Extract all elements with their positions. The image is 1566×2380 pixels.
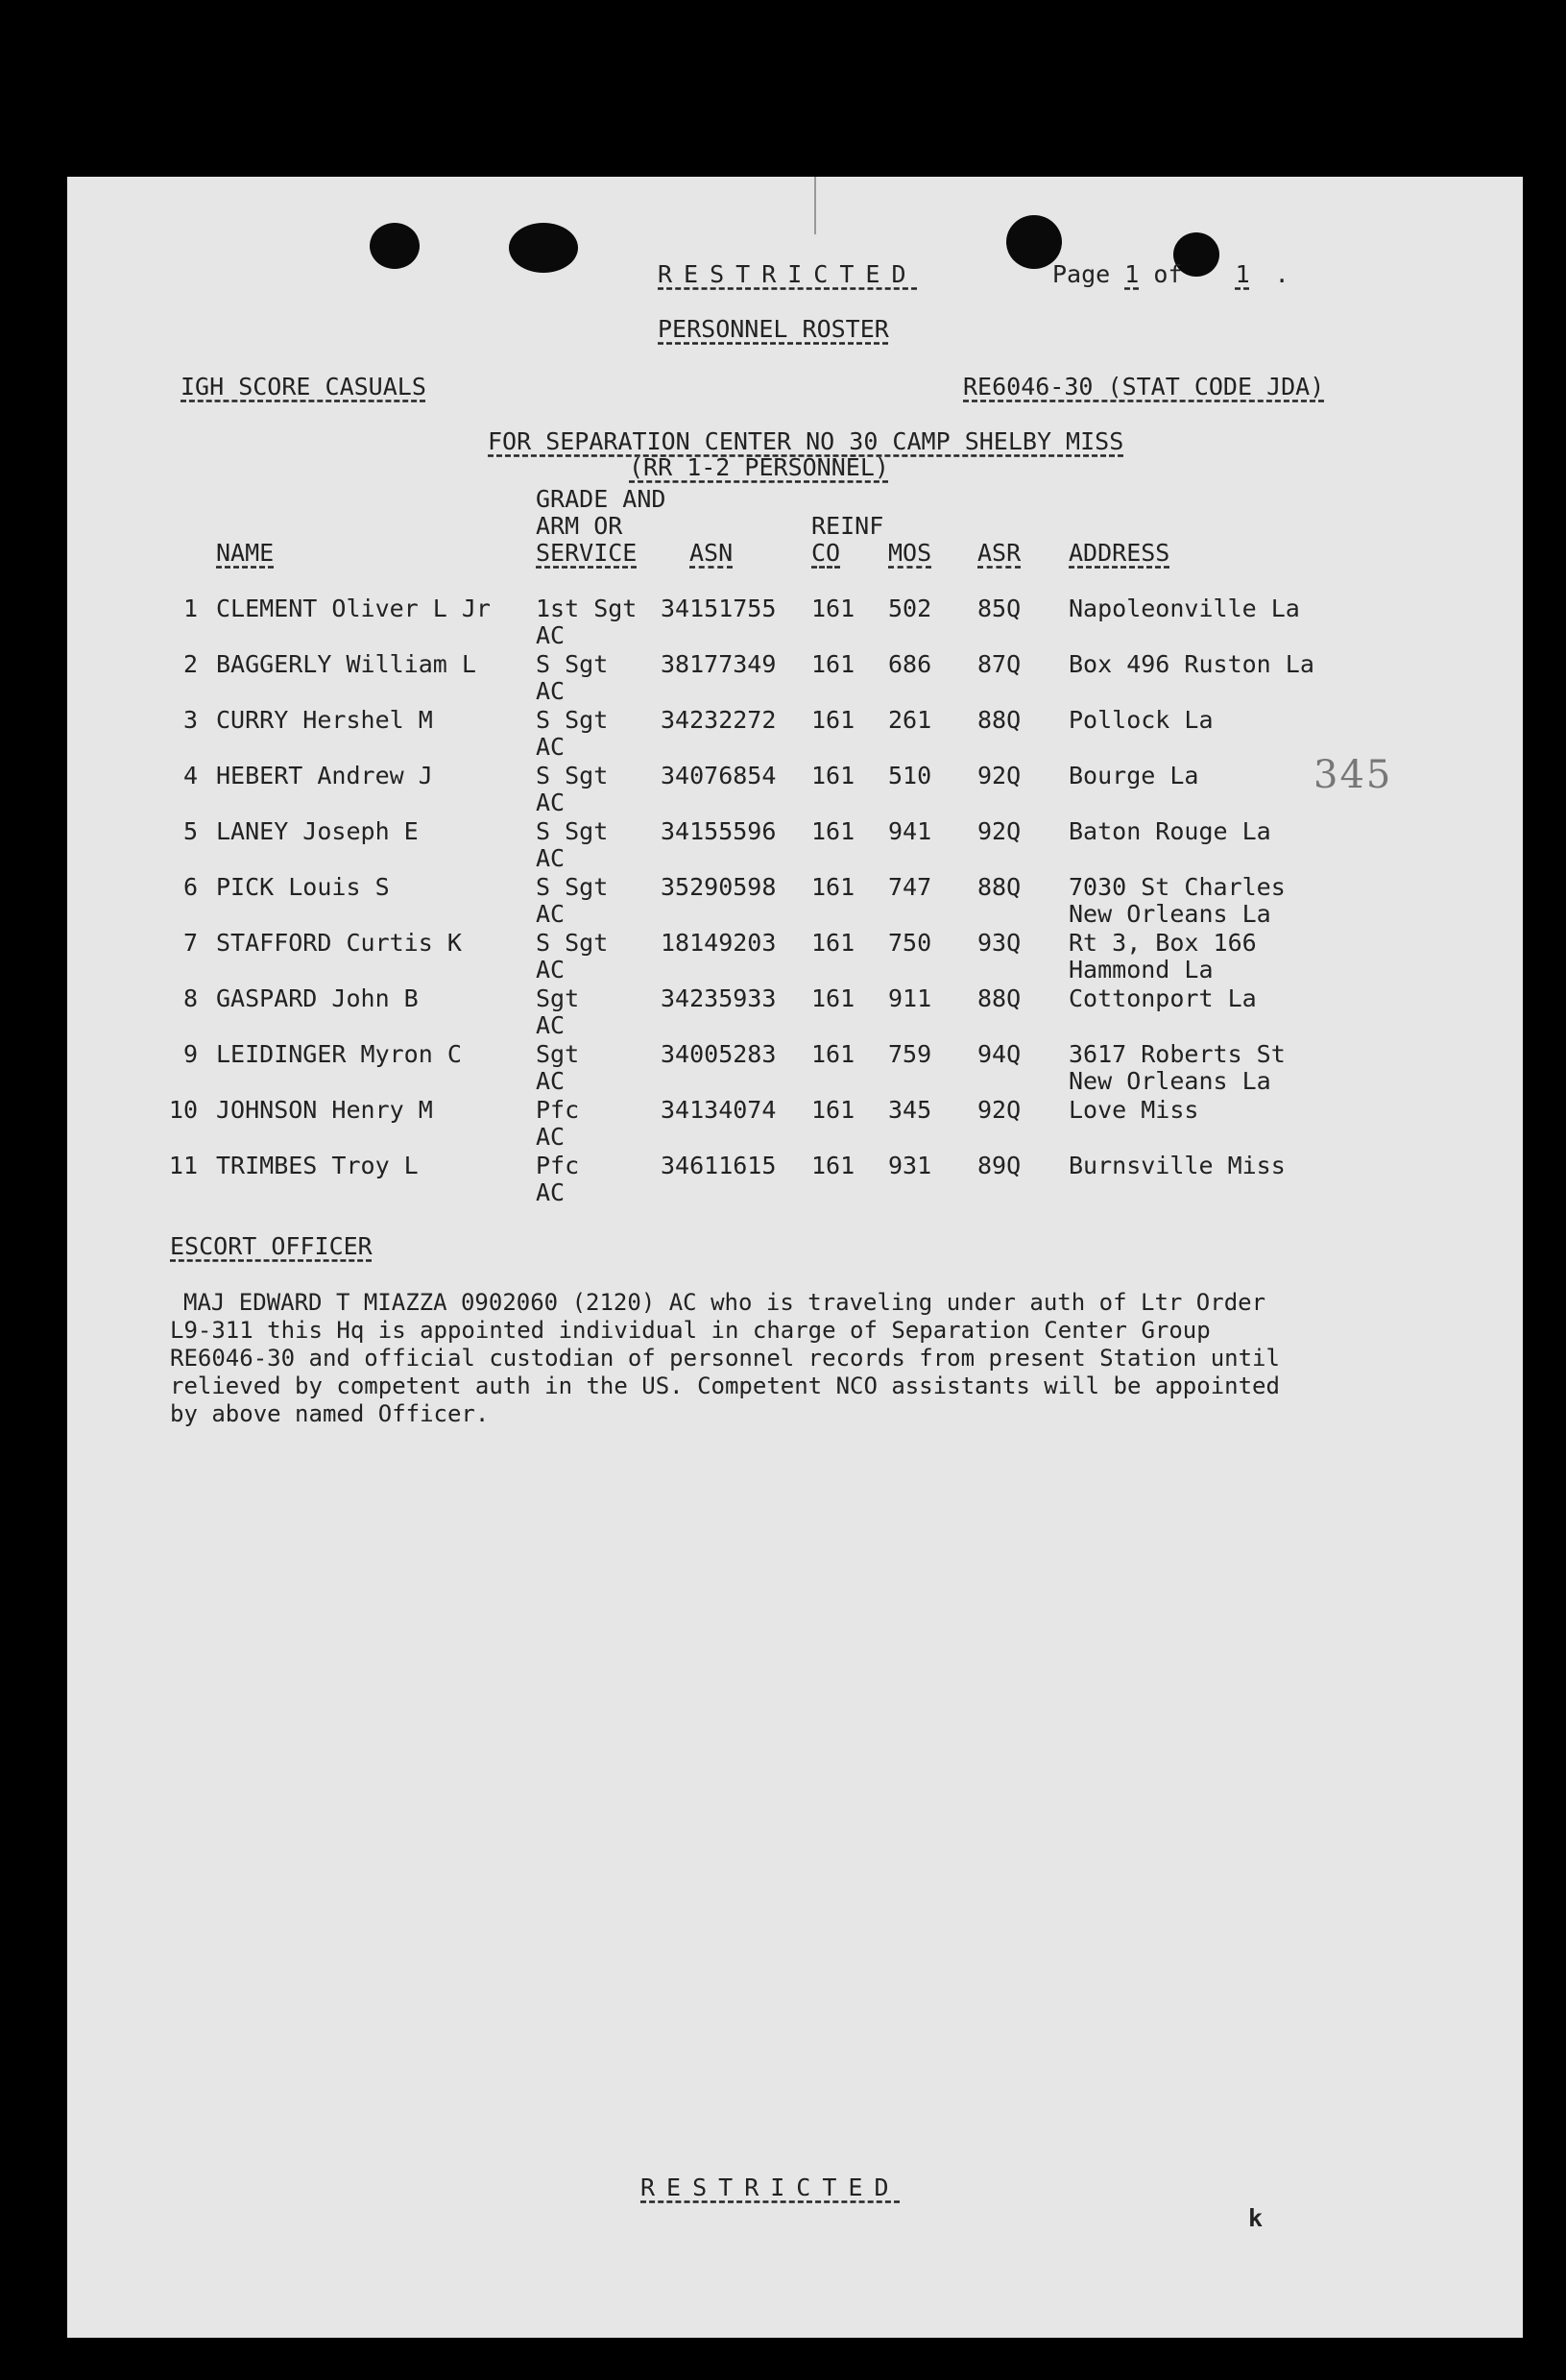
row-arm: AC xyxy=(536,621,566,649)
row-address: Baton Rouge La xyxy=(1069,817,1271,845)
row-asn: 34611615 xyxy=(661,1152,777,1179)
row-name: JOHNSON Henry M xyxy=(216,1096,433,1124)
row-grade: S Sgt xyxy=(536,817,609,845)
row-co: 161 xyxy=(811,762,855,789)
row-arm: AC xyxy=(536,844,566,872)
row-arm: AC xyxy=(536,677,566,705)
row-grade: S Sgt xyxy=(536,929,609,957)
escort-line: MAJ EDWARD T MIAZZA 0902060 (2120) AC who is traveling under auth of Ltr Order xyxy=(183,1289,1266,1316)
row-asr: 92Q xyxy=(977,1096,1022,1124)
row-number: 10 xyxy=(168,1096,198,1124)
row-asn: 34151755 xyxy=(661,595,777,622)
row-address: 3617 Roberts St xyxy=(1069,1040,1286,1068)
col-asr: ASR xyxy=(977,539,1022,567)
table-row xyxy=(67,1097,1523,1153)
row-grade: Pfc xyxy=(536,1096,580,1124)
row-asr: 88Q xyxy=(977,706,1022,734)
row-name: LEIDINGER Myron C xyxy=(216,1040,462,1068)
roster-code: RE6046-30 (STAT CODE JDA) xyxy=(963,373,1325,401)
row-address: Rt 3, Box 166 xyxy=(1069,929,1257,957)
row-asn: 34232272 xyxy=(661,706,777,734)
row-name: BAGGERLY William L xyxy=(216,650,476,678)
row-address: Burnsville Miss xyxy=(1069,1152,1286,1179)
row-name: TRIMBES Troy L xyxy=(216,1152,419,1179)
row-mos: 759 xyxy=(888,1040,932,1068)
row-name: LANEY Joseph E xyxy=(216,817,419,845)
col-address: ADDRESS xyxy=(1069,539,1170,567)
row-number: 8 xyxy=(182,984,198,1012)
row-mos: 686 xyxy=(888,650,932,678)
row-mos: 747 xyxy=(888,873,932,901)
row-address-line2: Hammond La xyxy=(1069,956,1214,984)
row-asn: 35290598 xyxy=(661,873,777,901)
row-arm: AC xyxy=(536,733,566,761)
row-arm: AC xyxy=(536,900,566,928)
row-asr: 92Q xyxy=(977,817,1022,845)
restricted-header: RESTRICTED xyxy=(658,260,918,288)
table-row xyxy=(67,874,1523,930)
row-mos: 750 xyxy=(888,929,932,957)
row-co: 161 xyxy=(811,706,855,734)
table-row xyxy=(67,1041,1523,1097)
escort-line: relieved by competent auth in the US. Competent NCO assistants will be appointed xyxy=(170,1372,1280,1399)
row-number: 1 xyxy=(182,595,198,622)
row-mos: 510 xyxy=(888,762,932,789)
destination-line: FOR SEPARATION CENTER NO 30 CAMP SHELBY MISS xyxy=(488,427,1124,455)
row-grade: 1st Sgt xyxy=(536,595,638,622)
col-grade-line2: ARM OR xyxy=(536,512,623,540)
row-mos: 261 xyxy=(888,706,932,734)
escort-line: by above named Officer. xyxy=(170,1400,490,1427)
row-asn: 34235933 xyxy=(661,984,777,1012)
page-total: 1 xyxy=(1235,260,1250,288)
row-asn: 34155596 xyxy=(661,817,777,845)
stamp-number: 345 xyxy=(1313,753,1393,797)
row-arm: AC xyxy=(536,1067,566,1095)
row-arm: AC xyxy=(536,1123,566,1151)
row-number: 3 xyxy=(182,706,198,734)
row-name: STAFFORD Curtis K xyxy=(216,929,462,957)
row-asr: 93Q xyxy=(977,929,1022,957)
row-mos: 941 xyxy=(888,817,932,845)
escort-line: L9-311 this Hq is appointed individual in charge of Separation Center Group xyxy=(170,1317,1211,1344)
row-name: GASPARD John B xyxy=(216,984,419,1012)
row-co: 161 xyxy=(811,1040,855,1068)
escort-line: RE6046-30 and official custodian of personnel records from present Station until xyxy=(170,1345,1280,1372)
table-row xyxy=(67,818,1523,874)
fold-mark xyxy=(814,177,816,234)
row-asr: 85Q xyxy=(977,595,1022,622)
row-grade: S Sgt xyxy=(536,706,609,734)
row-asn: 34076854 xyxy=(661,762,777,789)
row-grade: Sgt xyxy=(536,984,580,1012)
row-asr: 94Q xyxy=(977,1040,1022,1068)
roster-title: PERSONNEL ROSTER xyxy=(658,315,889,343)
table-row xyxy=(67,763,1523,818)
row-name: PICK Louis S xyxy=(216,873,390,901)
table-row xyxy=(67,651,1523,707)
row-mos: 345 xyxy=(888,1096,932,1124)
col-mos: MOS xyxy=(888,539,932,567)
page-label: Page xyxy=(1052,260,1111,288)
row-address: Cottonport La xyxy=(1069,984,1257,1012)
row-asn: 34005283 xyxy=(661,1040,777,1068)
footer-mark: k xyxy=(1248,2204,1264,2232)
roster-page xyxy=(67,177,1523,2338)
row-arm: AC xyxy=(536,789,566,816)
row-address: Napoleonville La xyxy=(1069,595,1300,622)
row-name: CURRY Hershel M xyxy=(216,706,433,734)
row-address: Love Miss xyxy=(1069,1096,1199,1124)
row-grade: Sgt xyxy=(536,1040,580,1068)
row-number: 6 xyxy=(182,873,198,901)
table-row xyxy=(67,595,1523,651)
col-grade-line1: GRADE AND xyxy=(536,485,666,513)
row-grade: S Sgt xyxy=(536,873,609,901)
row-arm: AC xyxy=(536,956,566,984)
col-asn: ASN xyxy=(689,539,734,567)
row-co: 161 xyxy=(811,984,855,1012)
col-co: CO xyxy=(811,539,841,567)
restricted-footer: RESTRICTED xyxy=(640,2174,901,2201)
row-number: 5 xyxy=(182,817,198,845)
row-grade: S Sgt xyxy=(536,762,609,789)
row-grade: S Sgt xyxy=(536,650,609,678)
row-asn: 34134074 xyxy=(661,1096,777,1124)
punch-hole-center xyxy=(509,223,578,273)
punch-hole-left xyxy=(370,223,420,269)
row-co: 161 xyxy=(811,1096,855,1124)
row-asr: 92Q xyxy=(977,762,1022,789)
row-address: Bourge La xyxy=(1069,762,1199,789)
escort-heading: ESCORT OFFICER xyxy=(170,1232,373,1260)
row-co: 161 xyxy=(811,929,855,957)
roster-subtitle: (RR 1-2 PERSONNEL) xyxy=(629,453,889,481)
page-of: of xyxy=(1153,260,1183,288)
table-row xyxy=(67,707,1523,763)
row-asr: 88Q xyxy=(977,984,1022,1012)
row-address: 7030 St Charles xyxy=(1069,873,1286,901)
row-co: 161 xyxy=(811,1152,855,1179)
row-address-line2: New Orleans La xyxy=(1069,900,1271,928)
row-co: 161 xyxy=(811,817,855,845)
row-number: 7 xyxy=(182,929,198,957)
row-grade: Pfc xyxy=(536,1152,580,1179)
row-number: 2 xyxy=(182,650,198,678)
col-reinf: REINF xyxy=(811,512,884,540)
row-number: 9 xyxy=(182,1040,198,1068)
table-row xyxy=(67,930,1523,985)
table-row xyxy=(67,985,1523,1041)
page-number: 1 xyxy=(1124,260,1140,288)
row-address: Box 496 Ruston La xyxy=(1069,650,1314,678)
escort-paragraph xyxy=(170,1289,1280,1428)
row-arm: AC xyxy=(536,1178,566,1206)
col-name: NAME xyxy=(216,539,275,567)
row-mos: 911 xyxy=(888,984,932,1012)
row-name: HEBERT Andrew J xyxy=(216,762,433,789)
row-arm: AC xyxy=(536,1011,566,1039)
table-row xyxy=(67,1153,1523,1208)
unit-title: IGH SCORE CASUALS xyxy=(181,373,426,401)
row-asr: 88Q xyxy=(977,873,1022,901)
row-asn: 18149203 xyxy=(661,929,777,957)
page-indicator: Page 1 of 1 . xyxy=(1052,260,1289,288)
row-number: 11 xyxy=(168,1152,198,1179)
row-co: 161 xyxy=(811,650,855,678)
col-grade: SERVICE xyxy=(536,539,638,567)
row-mos: 502 xyxy=(888,595,932,622)
row-asr: 89Q xyxy=(977,1152,1022,1179)
row-mos: 931 xyxy=(888,1152,932,1179)
row-address: Pollock La xyxy=(1069,706,1214,734)
row-name: CLEMENT Oliver L Jr xyxy=(216,595,491,622)
row-number: 4 xyxy=(182,762,198,789)
row-asr: 87Q xyxy=(977,650,1022,678)
row-co: 161 xyxy=(811,873,855,901)
row-address-line2: New Orleans La xyxy=(1069,1067,1271,1095)
row-asn: 38177349 xyxy=(661,650,777,678)
row-co: 161 xyxy=(811,595,855,622)
